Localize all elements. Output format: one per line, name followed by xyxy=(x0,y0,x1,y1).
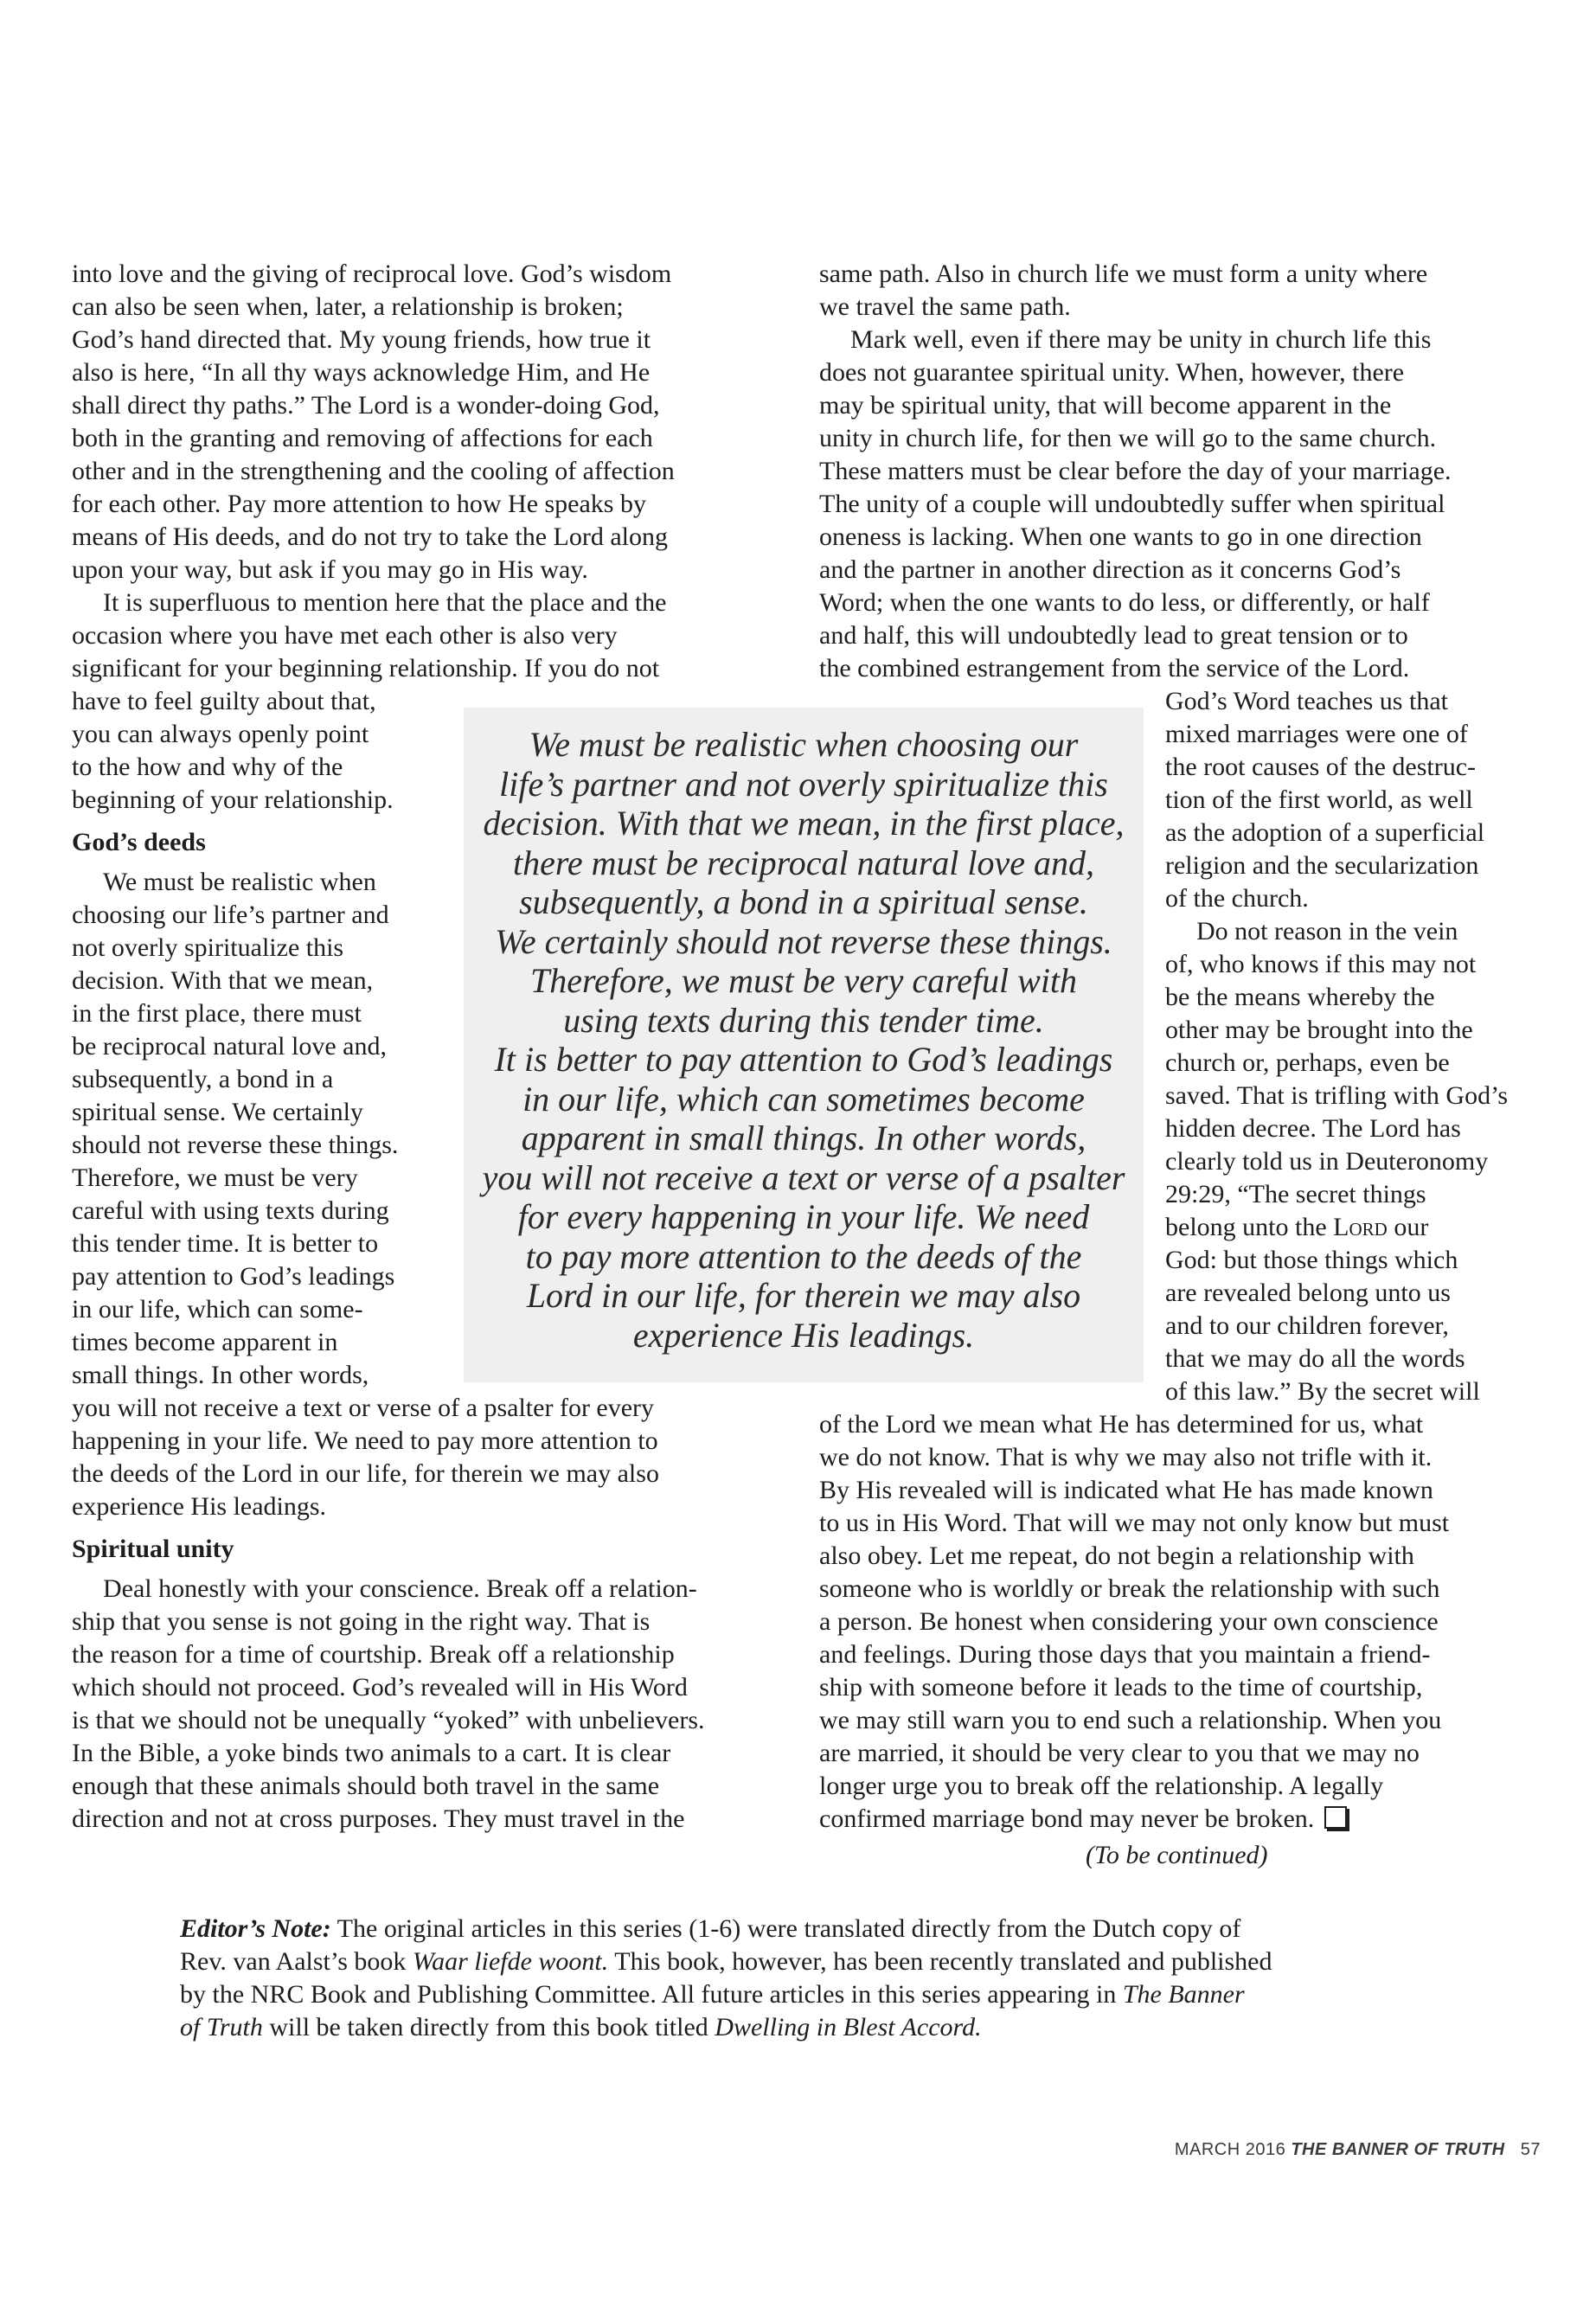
lord-line: belong unto the Lord our xyxy=(1165,1213,1429,1241)
editors-note-label: Editor’s Note: xyxy=(180,1914,331,1943)
right-paragraph-3: Do not reason in the vein of, who knows if this may not be the means whereby the other may be brought into the church or, perhaps, even be saved. That is trifling with God’s hidden decree. The Lord has clearly told us in Deuteronomy 29:29, “The secret things belong unto the Lord our God: but those things which are revealed belong unto us and to our children forever, that we may do all the words of this law.” By the secret will of the Lord we mean what He has determined for us, what we do not know. That is why we may also not trifle with it. By His revealed will is indicated what He has made known to us in His Word. That will we may not only know but must also obey. Let me repeat, do not begin a relationship with someone who is worldly or break the relationship with such a person. Be honest when considering your own conscience and feelings. During those days that you maintain a friend- ship with someone before it leads to the time of courtship, we may still warn you to end such a relationship. When you are married, it should be very clear to you that we may no longer urge you to break off the relationship. A legally confirmed marriage bond may never be broken. xyxy=(819,915,1546,1836)
editors-note: Editor’s Note: The original articles in this series (1-6) were translated directly from the Dutch copy of Rev. van Aalst’s book Waar liefde woont. This book, however, has been recently translated and published by the NRC Book and Publishing Committee. All future articles in this series appearing in The Banner of Truth will be taken directly from this book titled Dwelling in Blest Accord. xyxy=(180,1914,1272,2041)
final-line: confirmed marriage bond may never be broken. xyxy=(819,1803,1546,1836)
magazine-title: The Banner xyxy=(1122,1980,1245,2009)
left-paragraph-4: Deal honestly with your conscience. Break off a relation- ship that you sense is not going in the right way. That is the reason for a time of courtship. Break off a relationship which should not proceed. God’s revealed will in His Word is that we should not be unequally “yoked” with unbelievers. In the Bible, a yoke binds two animals to a cart. It is clear enough that these animals should both travel in the same direction and not at cross purposes. They must travel in the xyxy=(72,1574,705,1833)
page-footer xyxy=(1175,2140,1541,2160)
left-paragraph-3: We must be realistic when choosing our life’s partner and not overly spiritualize this decision. With that we mean, in the first place, there must be reciprocal natural love and, subsequently, a bond in a spiritual sense. We certainly should not reverse these things. Therefore, we must be very careful with using texts during this tender time. It is better to pay attention to God’s leadings in our life, which can some- times become apparent in small things. In other words, you will not receive a text or verse of a psalter for every happening in your life. We need to pay more attention to the deeds of the Lord in our life, for therein we may also experience His leadings. xyxy=(72,868,659,1521)
pull-quote-text: We must be realistic when choosing our life’s partner and not overly spiritualize this decision. With that we mean, in the first place, there must be reciprocal natural love and, subsequently, a bond in a spiritual sense. We certainly should not reverse these things. Therefore, we must be very careful with using texts during this tender time. It is better to pay attention to God’s leadings in our life, which can sometimes become apparent in small things. In other words, you will not receive a text or verse of a psalter for every happening in your life. We need to pay more attention to the deeds of the Lord in our life, for therein we may also experience His leadings. xyxy=(482,725,1125,1355)
book-title-english: Dwelling in Blest Accord. xyxy=(715,2013,982,2041)
left-paragraph-2: It is superfluous to mention here that the place and the occasion where you have met each other is also very significant for your beginning relationship. If you do not have to feel guilty about that, you can always openly point to the how and why of the beginning of your relationship. xyxy=(72,588,667,814)
end-of-article-icon xyxy=(1324,1806,1347,1829)
right-paragraph-1: same path. Also in church life we must form a unity where we travel the same path. xyxy=(819,260,1428,321)
right-paragraph-2: Mark well, even if there may be unity in church life this does not guarantee spiritual unity. When, however, there may be spiritual unity, that will become apparent in the unity in church life, for then we will go to the same church. These matters must be clear before the day of your marriage. The unity of a couple will undoubtedly suffer when spiritual oneness is lacking. When one wants to go in one direction and the partner in another direction as it concerns God’s Word; when the one wants to do less, or differently, or half and half, this will undoubtedly lead to great tension or to the combined estrangement from the service of the Lord. God’s Word teaches us that mixed marriages were one of the root causes of the destruc- tion of the first world, as well as the adoption of a superficial religion and the secularization of the church. xyxy=(819,325,1485,913)
to-be-continued: (To be continued) xyxy=(1086,1841,1268,1869)
publication-title: THE BANNER OF TRUTH xyxy=(1291,2140,1505,2159)
heading-gods-deeds: God’s deeds xyxy=(72,828,206,856)
book-title-dutch: Waar liefde woont. xyxy=(412,1947,609,1976)
issue-date: MARCH 2016 xyxy=(1174,2140,1286,2159)
page-number: 57 xyxy=(1520,2140,1541,2159)
heading-spiritual-unity: Spiritual unity xyxy=(72,1535,234,1563)
left-paragraph-1: into love and the giving of reciprocal love. God’s wisdom can also be seen when, later, a relationship is broken; God’s hand directed that. My young friends, how true it also is here, “In all thy ways acknowledge Him, and He shall direct thy paths.” The Lord is a wonder-doing God, both in the granting and removing of affections for each other and in the strengthening and the cooling of affection for each other. Pay more attention to how He speaks by means of His deeds, and do not try to take the Lord along upon your way, but ask if you may go in His way. xyxy=(72,260,675,584)
pull-quote-box xyxy=(464,708,1144,1382)
lord-small-caps: Lord xyxy=(1333,1213,1388,1241)
